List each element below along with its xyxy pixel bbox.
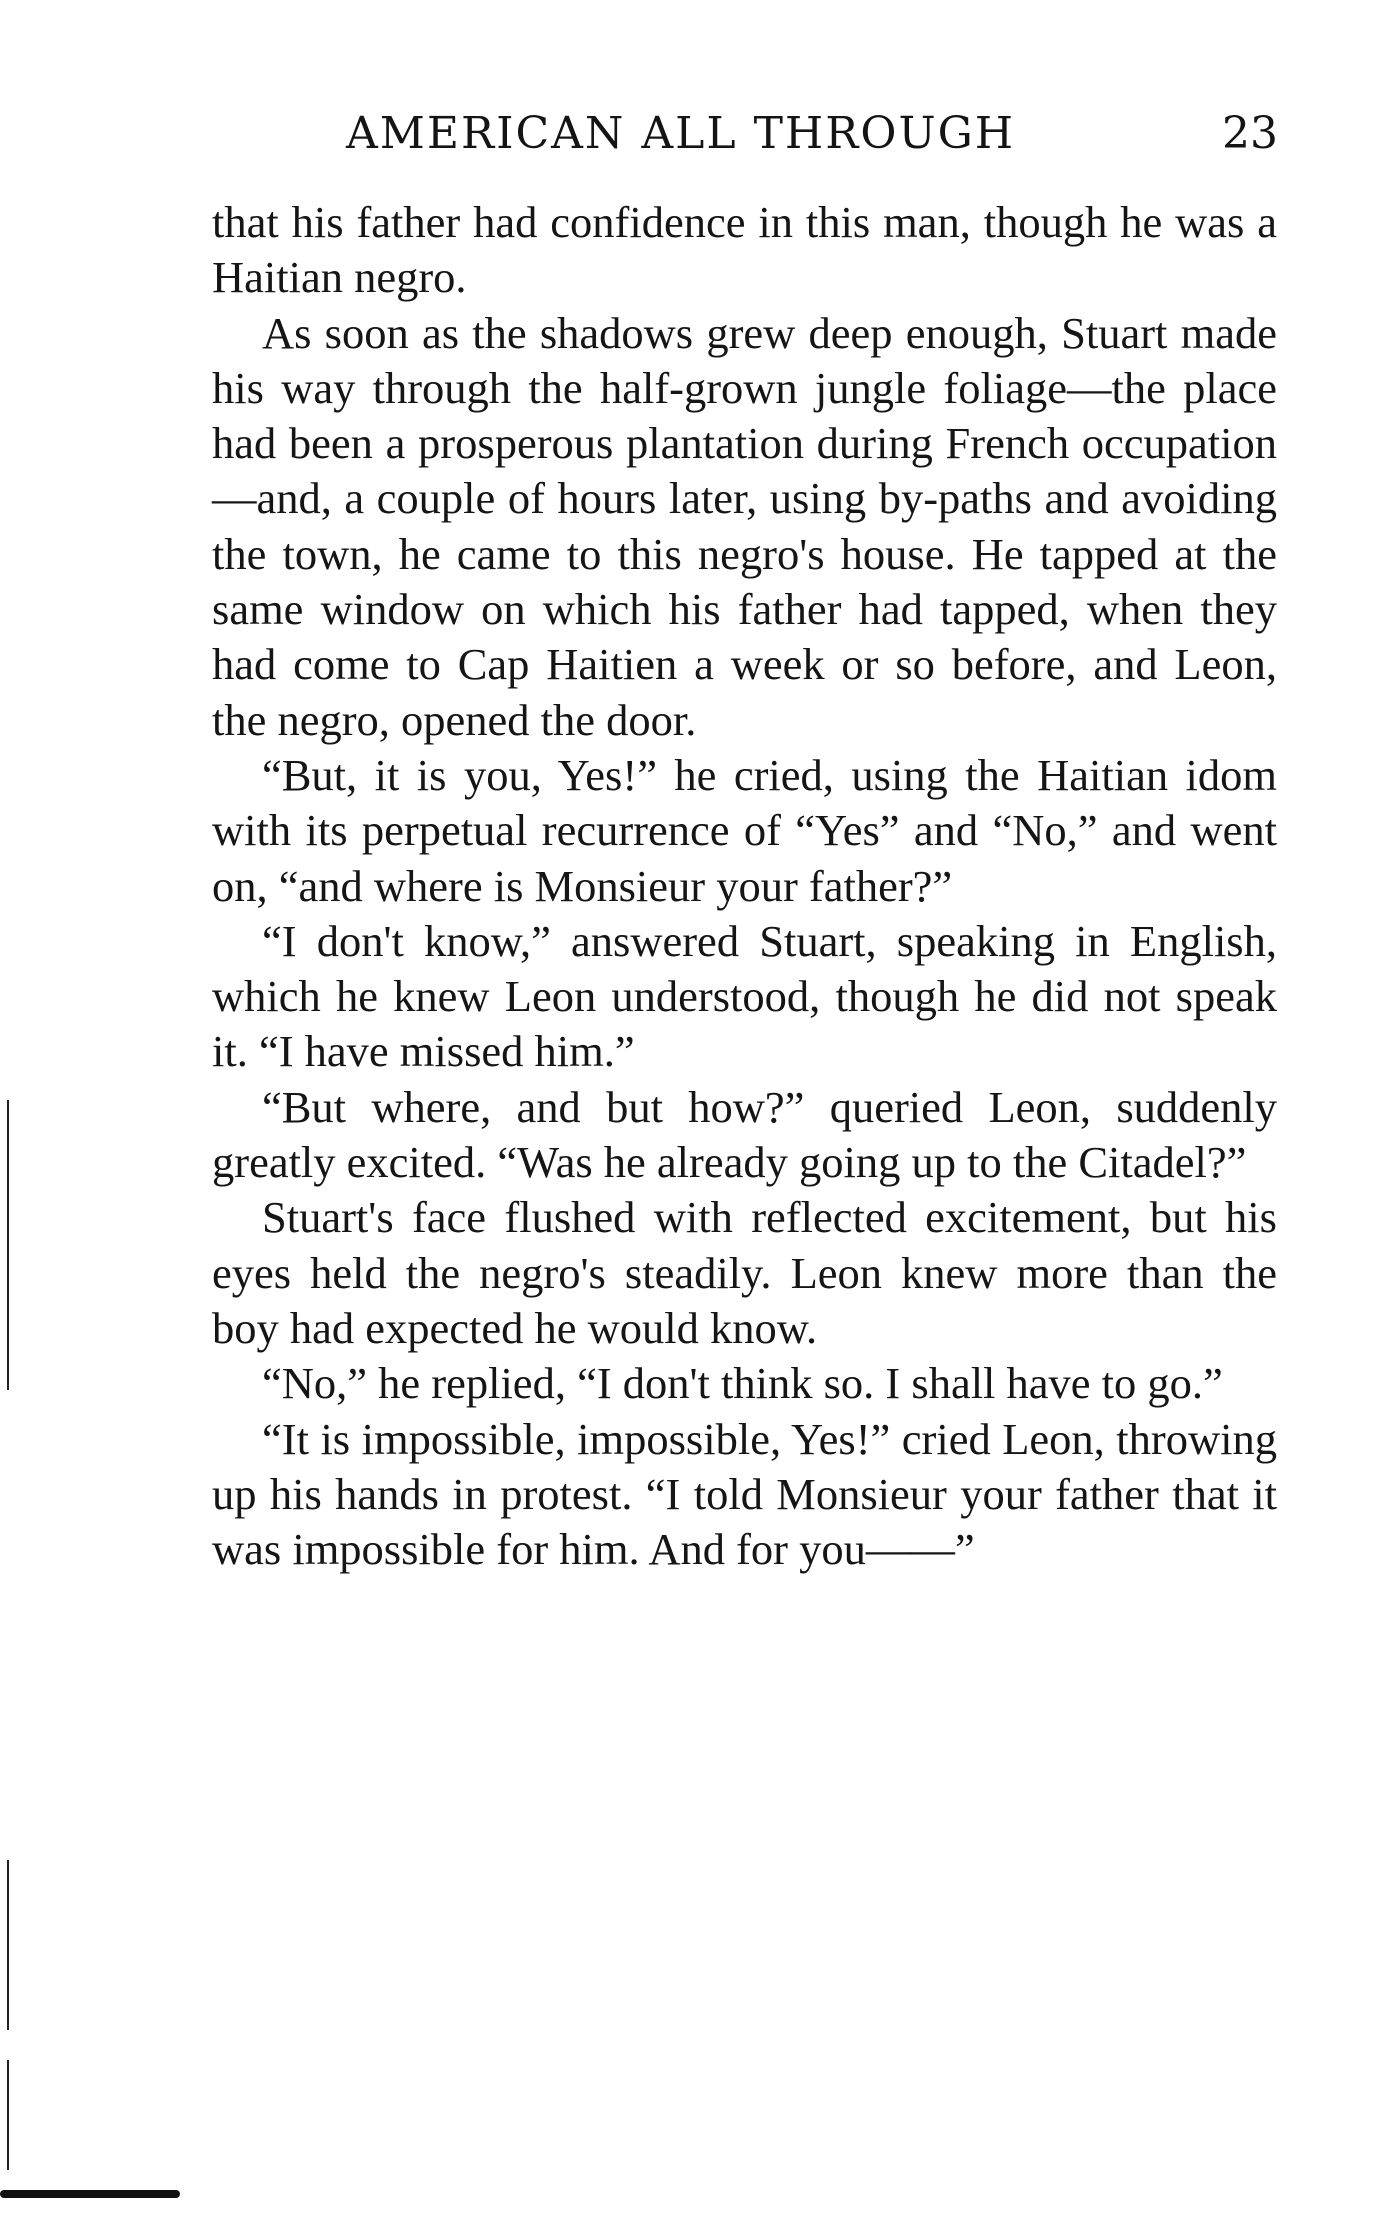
paragraph: “But where, and but how?” queried Leon, suddenly greatly excited. “Was he already going up to the Citadel?” bbox=[212, 1081, 1277, 1188]
gutter-line bbox=[7, 1100, 9, 1300]
gutter-line bbox=[7, 1290, 9, 1390]
gutter-line bbox=[7, 1860, 9, 2030]
gutter-line bbox=[7, 2060, 9, 2170]
body-text bbox=[212, 195, 1277, 1577]
paragraph: “I don't know,” answered Stuart, speaking in English, which he knew Leon understood, though he did not speak it. “I have missed him.” bbox=[212, 915, 1277, 1077]
paragraph: “No,” he replied, “I don't think so. I shall have to go.” bbox=[262, 1358, 1223, 1409]
paragraph: Stuart's face flushed with reflected excitement, but his eyes held the negro's steadily. Leon knew more than the boy had expected he would know. bbox=[212, 1192, 1277, 1353]
paragraph: that his father had confidence in this man, though he was a Haitian negro. bbox=[212, 197, 1277, 303]
running-head bbox=[200, 108, 1290, 168]
paragraph: “But, it is you, Yes!” he cried, using the Haitian idom with its perpetual recurrence of “Yes” and “No,” and went on, “and where is Monsieur your father?” bbox=[212, 749, 1277, 911]
paragraph: “It is impossible, impossible, Yes!” cried Leon, throwing up his hands in protest. “I told Monsieur your father that it was impossible for him. And for you——” bbox=[212, 1413, 1277, 1575]
binding-shadow bbox=[0, 2190, 180, 2198]
page-number: 23 bbox=[1222, 108, 1278, 159]
running-title: AMERICAN ALL THROUGH bbox=[346, 108, 1016, 159]
paragraph: As soon as the shadows grew deep enough, Stuart made his way through the half-grown jungle foliage—the place had been a prosperous plantation during French occupation—and, a couple of hours later, using by-paths and avoiding the town, he came to this negro's house. He tapped at the same window on which his father had tapped, when they had come to Cap Haitien a week or so before, and Leon, the negro, opened the door. bbox=[212, 307, 1277, 745]
